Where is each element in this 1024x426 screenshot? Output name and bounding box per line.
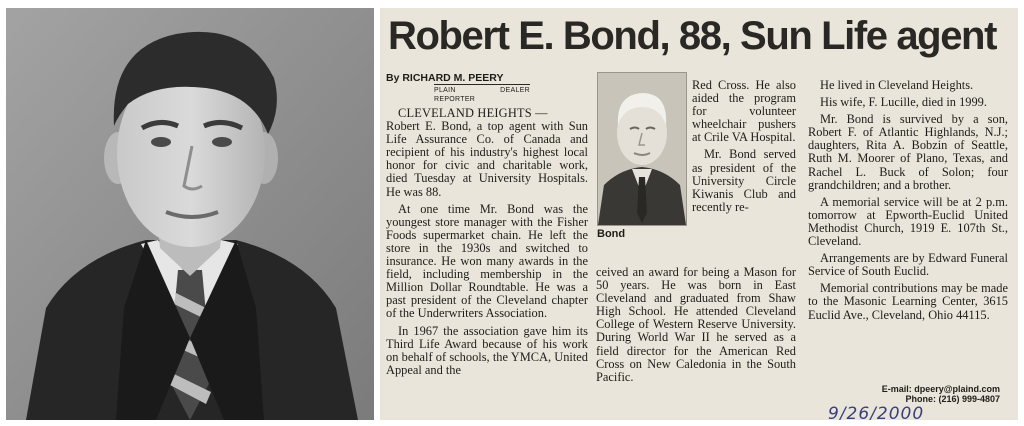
dateline: CLEVELAND HEIGHTS — [398,106,548,120]
column-2-top [692,79,796,218]
headline: Robert E. Bond, 88, Sun Life agent [388,14,997,58]
paragraph: Memorial contributions may be made to the Masonic Learning Center, 3615 Euclid Ave., Cleveland, Ohio 44115. [808,281,1008,322]
paragraph: He lived in Cleveland Heights. [820,78,974,92]
paragraph: Mr. Bond is survived by a son, Robert F. of Atlantic Highlands, N.J.; daughters, Rita A. Bobzin of Seattle, Ruth M. Moorer of Plano, Texas, and Rachel L. Buck of Solon; four grandchildren; and a brother. [808,112,1008,192]
portrait-photo [6,8,374,420]
mugshot-illustration [598,73,686,225]
column-3 [808,79,1008,326]
column-2-bottom [596,266,796,388]
paragraph: Arrangements are by Edward Funeral Service of South Euclid. [808,251,1008,279]
byline: By RICHARD M. PEERY [386,72,504,84]
byline-title: PLAIN DEALER REPORTER [434,84,530,104]
contact-info [882,384,1000,404]
paragraph: At one time Mr. Bond was the youngest store manager with the Fisher Foods supermarket chain. He left the store in the 1930s and switched to insurance. He won many awards in the field, including membership in the Million Dollar Roundtable. He was a past president of the Cleveland chapter of the Underwriters Association. [386,201,588,321]
newspaper-clipping [380,8,1018,420]
contact-email: E-mail: dpeery@plaind.com [881,384,1000,394]
paragraph: Robert E. Bond, a top agent with Sun Life Assurance Co. of Canada and recipient of his industry's highest local honor for civic and charitable work, died Tuesday at University Hospitals. He was 88. [386,119,588,199]
mugshot-photo [597,72,687,226]
paragraph: In 1967 the association gave him its Third Life Award because of his work on behalf of schools, the YMCA, United Appeal and the [386,323,588,377]
handwritten-date: 9/26/2000 [828,404,925,420]
paragraph: Mr. Bond served as president of the University Circle Kiwanis Club and recently re- [692,147,796,214]
column-1 [386,72,588,381]
photo-caption: Bond [597,228,626,240]
paragraph: Red Cross. He also aided the program for volunteer wheelchair pushers at Crile VA Hospital. [692,78,796,145]
paragraph: ceived an award for being a Mason for 50 years. He was born in East Cleveland and graduated from Shaw High School. He attended Cleveland College of Western Reserve University. During World War II he served as a field director for the American Red Cross on New Caledonia in the South Pacific. [596,265,796,384]
portrait-illustration [6,8,374,420]
paragraph: A memorial service will be at 2 p.m. tomorrow at Epworth-Euclid United Methodist Church, 1919 E. 107th St., Cleveland. [808,194,1008,249]
paragraph: His wife, F. Lucille, died in 1999. [820,95,987,110]
contact-phone: Phone: (216) 999-4807 [905,394,1000,404]
